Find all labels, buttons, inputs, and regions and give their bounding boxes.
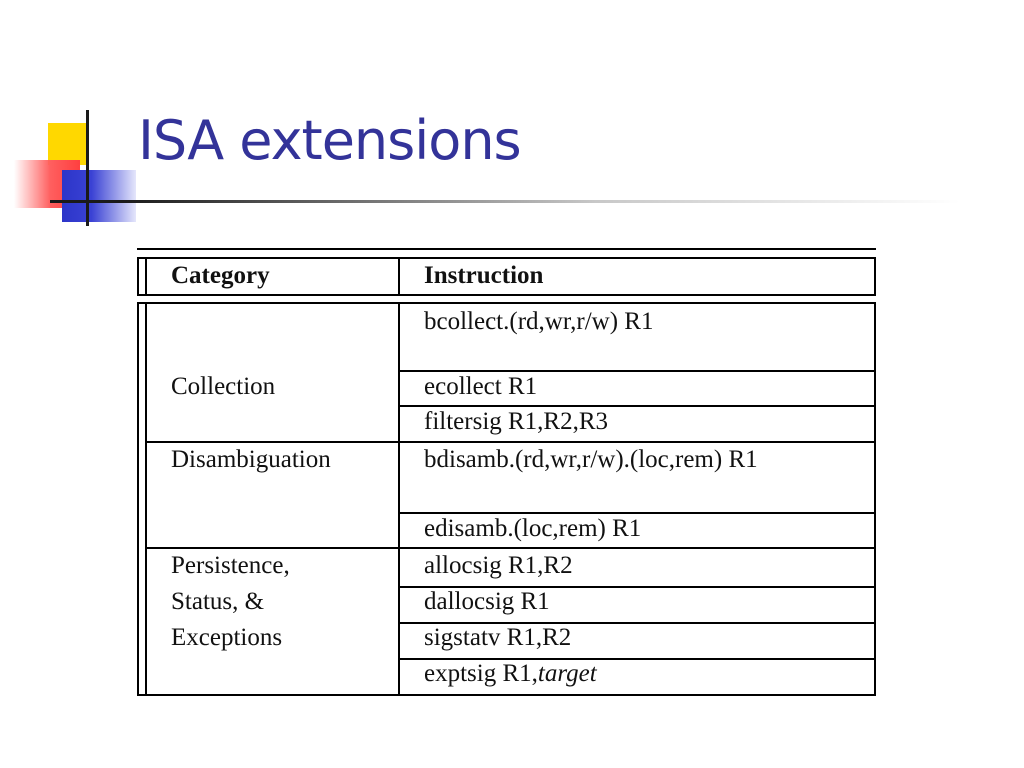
instruction-text: exptsig R1,	[424, 660, 538, 687]
body-border-top	[137, 302, 876, 304]
logo-red-square	[14, 160, 80, 208]
instruction-cell: dallocsig R1	[424, 588, 550, 615]
slide-title: ISA extensions	[138, 109, 521, 172]
header-category: Category	[171, 262, 270, 289]
group-separator-2	[145, 547, 876, 549]
instruction-cell: sigstatv R1,R2	[424, 624, 572, 651]
instruction-cell: allocsig R1,R2	[424, 552, 573, 579]
header-left-border	[137, 257, 139, 296]
logo-yellow-square	[48, 123, 88, 165]
body-left-border	[137, 302, 139, 696]
instruction-cell: bdisamb.(rd,wr,r/w).(loc,rem) R1	[424, 446, 758, 473]
instruction-cell: bcollect.(rd,wr,r/w) R1	[424, 308, 654, 335]
header-border-bottom	[137, 294, 876, 296]
header-right-border	[874, 257, 876, 296]
isa-table	[137, 248, 876, 696]
header-instruction: Instruction	[424, 262, 544, 289]
category-cell-line: Exceptions	[171, 624, 283, 651]
body-column-divider	[398, 302, 400, 696]
table-top-rule	[137, 248, 876, 250]
logo-blue-square	[62, 170, 136, 222]
body-border-bottom	[137, 694, 876, 696]
category-cell-line: Status, &	[171, 588, 265, 615]
logo-vertical-line	[86, 110, 89, 226]
body-right-border	[874, 302, 876, 696]
instruction-cell: filtersig R1,R2,R3	[424, 408, 609, 435]
header-column-divider	[398, 257, 400, 296]
instruction-italic-operand: target	[537, 660, 597, 687]
title-underline	[50, 200, 960, 203]
category-cell-line: Persistence,	[171, 552, 290, 579]
instruction-cell: ecollect R1	[424, 373, 538, 400]
category-cell: Disambiguation	[171, 446, 331, 473]
category-cell: Collection	[171, 373, 276, 400]
header-left-border-inner	[145, 257, 147, 296]
header-border-top	[137, 257, 876, 259]
instruction-cell	[424, 659, 597, 688]
group-separator-1	[145, 441, 876, 443]
body-left-border-inner	[145, 302, 147, 696]
instruction-cell: edisamb.(loc,rem) R1	[424, 515, 642, 542]
